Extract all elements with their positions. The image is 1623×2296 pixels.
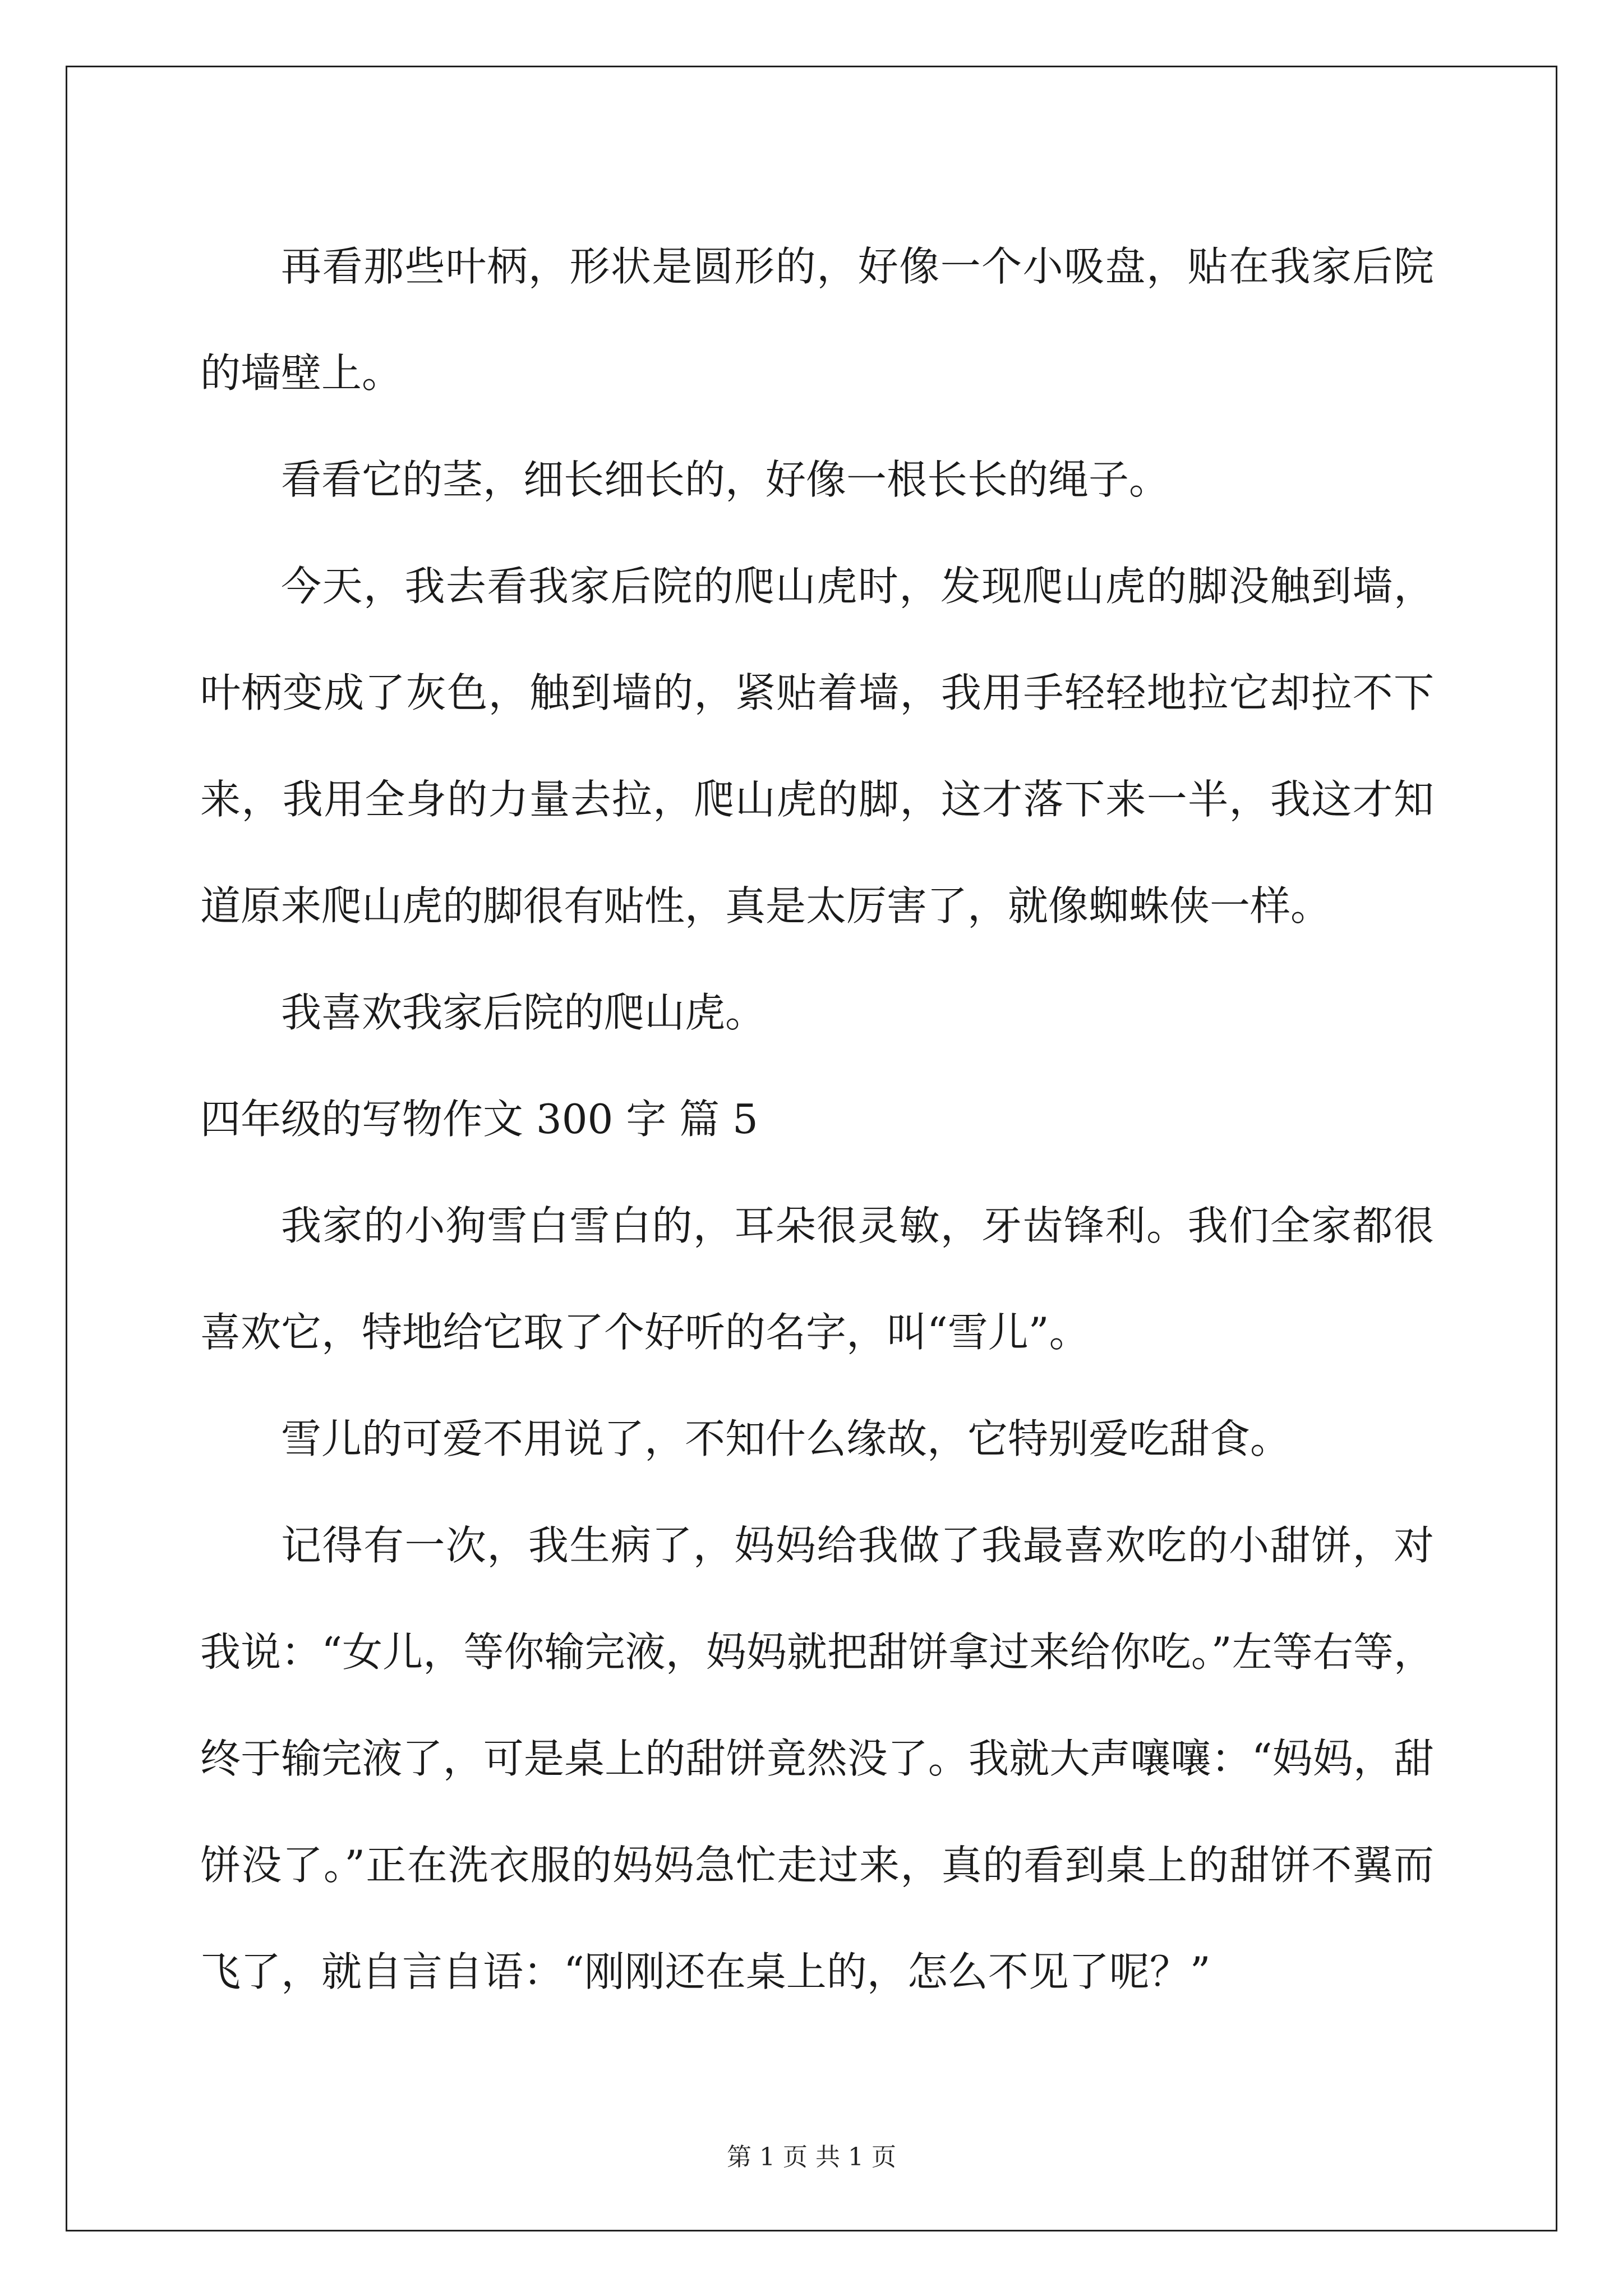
paragraph-2: 看看它的茎，细长细长的，好像一根长长的绳子。: [281, 456, 1170, 503]
paragraph-5: 我家的小狗雪白雪白的，耳朵很灵敏，牙齿锋利。我们全家都很喜欢它，特地给它取了个好听的名字，叫“雪儿”。: [200, 1202, 1434, 1356]
document-body: [200, 213, 1434, 2025]
paragraph-6: 雪儿的可爱不用说了，不知什么缘故，它特别爱吃甜食。: [281, 1415, 1291, 1462]
paragraph-1: 再看那些叶柄，形状是圆形的，好像一个小吸盘，贴在我家后院的墙壁上。: [200, 243, 1434, 397]
page-footer: 第 1 页 共 1 页: [727, 2143, 896, 2171]
paragraph-3: 今天，我去看我家后院的爬山虎时，发现爬山虎的脚没触到墙，叶柄变成了灰色，触到墙的，紧贴着墙，我用手轻轻地拉它却拉不下来，我用全身的力量去拉，爬山虎的脚，这才落下来一半，我这才知道原来爬山虎的脚很有贴性，真是太厉害了，就像蜘蛛侠一样。: [200, 563, 1434, 930]
paragraph-7: 记得有一次，我生病了，妈妈给我做了我最喜欢吃的小甜饼，对我说：“女儿，等你输完液，妈妈就把甜饼拿过来给你吃。”左等右等，终于输完液了，可是桌上的甜饼竟然没了。我就大声嚷嚷：“妈妈，甜饼没了。”正在洗衣服的妈妈急忙走过来，真的看到桌上的甜饼不翼而飞了，就自言自语：“刚刚还在桌上的，怎么不见了呢？”: [200, 1522, 1434, 1995]
paragraph-4: 我喜欢我家后院的爬山虎。: [281, 989, 766, 1036]
section-heading: 四年级的写物作文 300 字 篇 5: [200, 1096, 758, 1143]
